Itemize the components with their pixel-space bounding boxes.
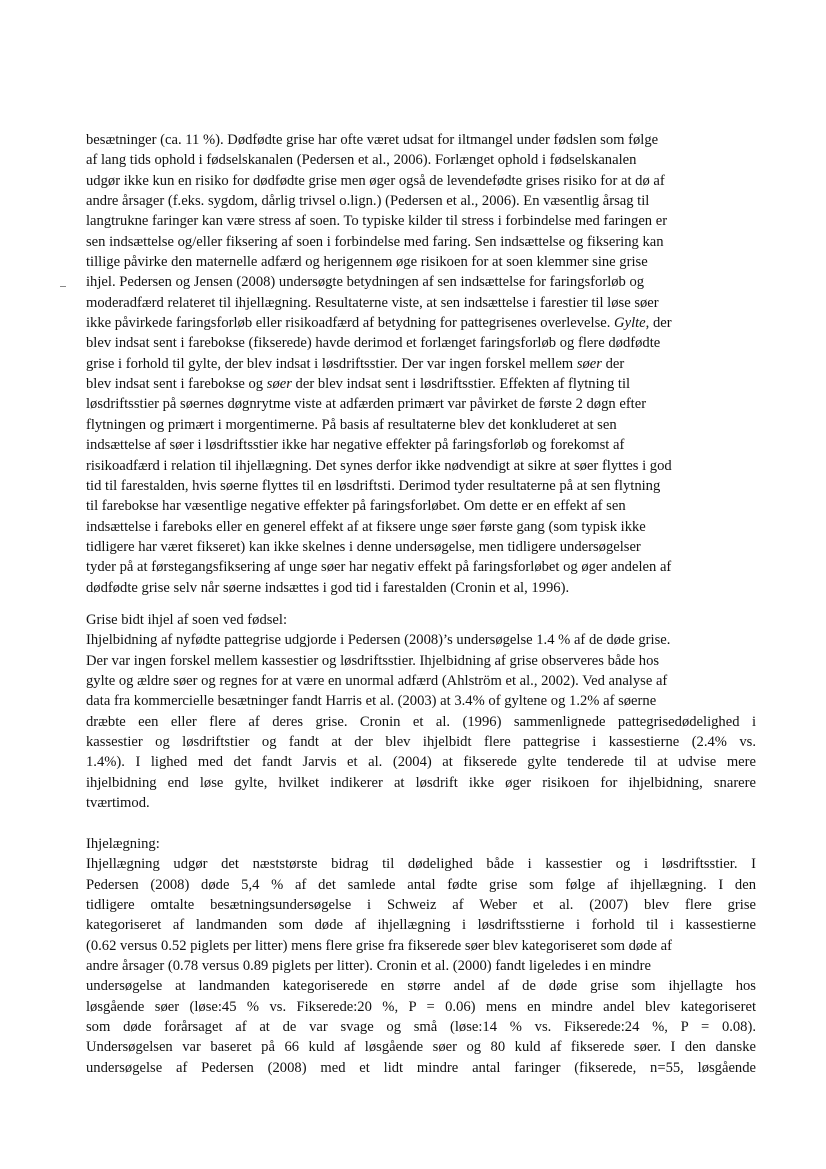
section-bitten-piglets bbox=[86, 610, 756, 813]
text-line: tyder på at førstegangsfiksering af unge søer har negativ effekt på faringsforløbet og øger andelen af bbox=[86, 559, 672, 576]
emphasis-soer: søer bbox=[266, 376, 292, 393]
emphasis-soer: søer bbox=[576, 355, 602, 372]
text-line: ihjelbidning end løse gylte, hvilket indikerer at løsdrift ikke øger risikoen for ihjelbidning, snarere bbox=[86, 774, 756, 791]
text-line: flytningen og primært i morgentimerne. På basis af resultaterne blev det konkluderet at sen bbox=[86, 416, 617, 433]
text-line: udgør ikke kun en risiko for dødfødte grise men øger også de levendefødte grises risiko for at dø af bbox=[86, 172, 665, 189]
section-heading: Grise bidt ihjel af soen ved fødsel: bbox=[86, 612, 288, 628]
text-run: blev indsat sent i farebokse og bbox=[86, 376, 264, 393]
text-line: tidligere har været fikseret) kan ikke skelnes i denne undersøgelse, men tidligere undersøgelser bbox=[86, 538, 641, 555]
text-line bbox=[86, 354, 756, 374]
text-line: andre årsager (f.eks. sygdom, dårlig trivsel o.lign.) (Pedersen et al., 2006). En væsentlig årsag til bbox=[86, 193, 650, 210]
section-heading: Ihjelægning: bbox=[86, 836, 160, 852]
text-line: sen indsættelse og/eller fiksering af soen i forbindelse med faring. Sen indsættelse og fiksering kan bbox=[86, 233, 664, 250]
text-line: kassestier og løsdriftstier og fandt at der blev ihjelbidt flere pattegrise i kassestierne (2.4% vs. bbox=[86, 734, 756, 751]
text-run: der blev indsat sent i løsdriftsstier. Effekten af flytning til bbox=[291, 376, 631, 393]
text-line: undersøgelse af Pedersen (2008) med et lidt mindre antal faringer (fikserede, n=55, løsgående bbox=[86, 1059, 756, 1076]
text-line: Ihjellægning udgør det næststørste bidrag til dødelighed både i kassestier og i løsdriftsstier. I bbox=[86, 856, 756, 873]
text-line: dødfødte grise selv når søerne indsættes i god tid i farestalden (Cronin et al, 1996). bbox=[86, 579, 570, 596]
text-line: som døde forårsaget af at de var svage og små (løse:14 % vs. Fikserede:24 %, P = 0.08). bbox=[86, 1019, 756, 1036]
text-line: blev indsat sent i farebokse (fikserede) havde derimod et forlænget faringsforløb og flere dødfødte bbox=[86, 335, 661, 352]
emphasis-gylte: Gylte bbox=[614, 315, 646, 332]
text-line: tidligere omtalte besætningsundersøgelse i Schweiz af Weber et al. (2007) blev flere grise bbox=[86, 897, 756, 914]
text-line: risikoadfærd i relation til ihjellægning. Det synes derfor ikke nødvendigt at sikre at søer flyttes i god bbox=[86, 457, 672, 474]
text-line: ihjel. Pedersen og Jensen (2008) undersøgte betydningen af sen indsættelse for faringsforløb og bbox=[86, 274, 645, 291]
text-line: løsgående søer (løse:45 % vs. Fikserede:20 %, P = 0.06) mens en mindre andel blev kategoriseret bbox=[86, 998, 756, 1015]
text-run: der bbox=[601, 355, 625, 372]
text-run: ikke påvirkede faringsforløb eller risikoadfærd af betydning for pattegrisenes overlevelse. bbox=[86, 315, 611, 332]
text-line: Undersøgelsen var baseret på 66 kuld af løsgående søer og 80 kuld af fikserede søer. I den danske bbox=[86, 1039, 756, 1056]
section-overlaying bbox=[86, 834, 756, 1078]
text-line: undersøgelse at landmanden kategoriserede en større andel af de døde grise som ihjellagte hos bbox=[86, 978, 756, 995]
scan-artifact bbox=[60, 286, 66, 287]
text-line: kategoriseret af landmanden som døde af ihjellægning i løsdriftsstierne i forhold til i kassestierne bbox=[86, 917, 756, 934]
text-line: til farebokse har væsentlige negative effekter på faringsforløbet. Om dette er en effekt af sen bbox=[86, 498, 626, 515]
text-line: data fra kommercielle besætninger fandt Harris et al. (2003) at 3.4% of gyltene og 1.2% af søerne bbox=[86, 693, 657, 710]
text-line: langtrukne faringer kan være stress af soen. To typiske kilder til stress i forbindelse med faringen er bbox=[86, 213, 668, 230]
text-line: moderadfærd relateret til ihjellægning. Resultaterne viste, at sen indsættelse i farestier til løse søer bbox=[86, 294, 659, 311]
text-line: Ihjelbidning af nyfødte pattegrise udgjorde i Pedersen (2008)’s undersøgelse 1.4 % af de døde grise. bbox=[86, 632, 671, 649]
text-line: 1.4%). I lighed med det fandt Jarvis et al. (2004) at fikserede gylte tenderede til at udvise mere bbox=[86, 754, 756, 771]
text-line: indsættelse i fareboks eller en generel effekt af at fiksere unge søer første gang (som typisk ikke bbox=[86, 518, 646, 535]
text-line: (0.62 versus 0.52 piglets per litter) mens flere grise fra fikserede søer blev kategoriseret som døde af bbox=[86, 937, 672, 954]
text-line: gylte og ældre søer og regnes for at være en unormal adfærd (Ahlström et al., 2002). Ved analyse af bbox=[86, 673, 668, 690]
text-line: af lang tids ophold i fødselskanalen (Pedersen et al., 2006). Forlænget ophold i fødselskanalen bbox=[86, 152, 637, 169]
text-line: tid til farestalden, hvis søerne flyttes til en løsdriftsti. Derimod tyder resultaterne på at sen flytning bbox=[86, 477, 661, 494]
text-line bbox=[86, 374, 756, 394]
text-line: løsdriftsstier på søernes døgnrytme viste at adfærden primært var påvirket de første 2 døgn efter bbox=[86, 396, 647, 413]
paragraph-1 bbox=[86, 130, 756, 598]
text-run: grise i forhold til gylte, der blev indsat i løsdriftsstier. Der var ingen forskel mellem bbox=[86, 355, 574, 372]
text-line: indsættelse af søer i løsdriftsstier ikke har negative effekter på faringsforløb og forekomst af bbox=[86, 437, 625, 454]
text-line: tværtimod. bbox=[86, 795, 150, 812]
text-line: Pedersen (2008) døde 5,4 % af det samlede antal fødte grise som følge af ihjellægning. I den bbox=[86, 876, 756, 893]
text-line: besætninger (ca. 11 %). Dødfødte grise har ofte været udsat for iltmangel under fødslen som følge bbox=[86, 132, 659, 148]
text-line: dræbte een eller flere af deres grise. Cronin et al. (1996) sammenlignede pattegrisedødelighed i bbox=[86, 713, 756, 730]
text-line: andre årsager (0.78 versus 0.89 piglets per litter). Cronin et al. (2000) fandt ligeledes i en mindre bbox=[86, 958, 651, 975]
text-run: , der bbox=[645, 315, 672, 332]
text-line: Der var ingen forskel mellem kassestier og løsdriftsstier. Ihjelbidning af grise observeres både hos bbox=[86, 652, 660, 669]
text-line: tillige påvirke den maternelle adfærd og herigennem øge risikoen for at soen klemmer sine grise bbox=[86, 254, 648, 271]
text-line bbox=[86, 313, 756, 333]
